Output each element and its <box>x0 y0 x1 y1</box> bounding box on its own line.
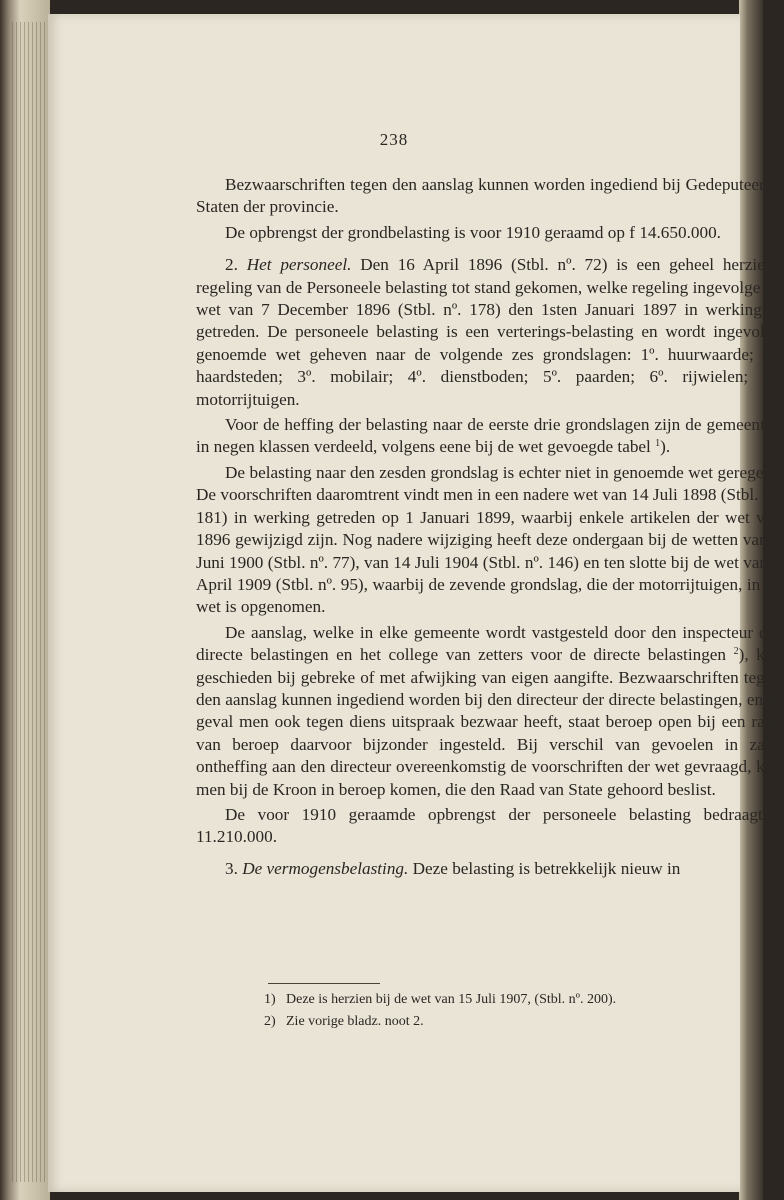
section-heading: De vermogensbelasting. <box>242 858 409 878</box>
footnote-divider <box>268 983 380 984</box>
footnote-ref: 2 <box>733 646 739 658</box>
footnote-text: Deze is herzien bij de wet van 15 Juli 1907, (Stbl. nº. 200). <box>286 992 617 1007</box>
paragraph-2 <box>196 222 781 244</box>
text-segment: De belasting naar den zesden grondslag is echter niet in genoemde wet geregeld. De voorschriften daaromtrent vindt men in een nadere wet van 14 Juli 1898 (Stbl. nº. 181) in werking getreden op 1 Januari 1899, waarbij enkele artikelen der wet van 1896 gewijzigd zijn. Nog nadere wijziging heeft deze ondergaan bij de wetten van 2 Juni 1900 (Stbl. nº. 77), van 14 Juli 1904 (Stbl. nº. 146) en ten slotte bij de wet van 3 April 1909 (Stbl. nº. 95), waarbij de zevende grondslag, die der motorrijtuigen, in de wet is opgenomen. <box>196 462 781 617</box>
text-segment: ), kan geschieden bij gebreke of met afwijking van eigen aangifte. Bezwaarschriften tegen den aanslag kunnen ingediend worden bij den directeur der directe belastingen, en in geval men ook tegen diens uitspraak bezwaar heeft, staat beroep open bij een raad van beroep daarvoor bijzonder ingesteld. Bij verschil van gevoelen in zake ontheffing aan den directeur overeenkomstig de voorschriften der wet gevraagd, kan men bij de Kroon in beroep komen, die den Raad van State gehoord beslist. <box>196 645 782 799</box>
page-edges <box>12 22 46 1182</box>
footnote-ref: 1 <box>655 438 661 450</box>
text-segment: De voor 1910 geraamde opbrengst der personeele belasting bedraagt f 11.210.000. <box>196 804 781 847</box>
paragraph-5 <box>196 462 781 619</box>
paragraph-7 <box>196 804 781 849</box>
footnote-text: Zie vorige bladz. noot 2. <box>286 1014 424 1029</box>
text-segment: Voor de heffing der belasting naar de eerste drie grondslagen zijn de gemeenten in negen klassen verdeeld, volgens eene bij de wet gevoegde tabel <box>196 415 781 457</box>
paragraph-6 <box>196 622 781 801</box>
text-segment: Deze belasting is betrekkelijk nieuw in <box>408 858 681 878</box>
footnotes <box>264 989 784 1033</box>
paragraph-1 <box>196 174 781 219</box>
footnote-1 <box>264 989 784 1011</box>
book-spine <box>0 0 50 1200</box>
section-heading: Het personeel. <box>246 255 352 275</box>
paragraph-8 <box>196 858 781 880</box>
section-number: 2. <box>225 255 247 275</box>
book-page <box>48 14 782 1192</box>
section-number: 3. <box>225 858 243 878</box>
text-segment: De opbrengst der grondbelasting is voor 1910 geraamd op f 14.650.000. <box>225 222 721 242</box>
text-segment: Bezwaarschriften tegen den aanslag kunnen worden ingediend bij Gedeputeerde Staten der provincie. <box>196 175 781 217</box>
paragraph-4 <box>196 414 781 459</box>
footnote-2 <box>264 1011 784 1033</box>
footnote-mark: 2) <box>264 1014 276 1029</box>
paragraph-3 <box>196 254 781 411</box>
text-segment: ). <box>660 437 671 457</box>
text-segment: De aanslag, welke in elke gemeente wordt vastgesteld door den inspecteur der directe belastingen en het college van zetters voor de directe belastingen <box>196 622 781 665</box>
page-number: 238 <box>379 130 409 149</box>
text-segment: Den 16 April 1896 (Stbl. nº. 72) is een geheel herziene regeling van de Personeele belasting tot stand gekomen, welke regeling ingevolge de wet van 7 December 1896 (Stbl. nº. 178) den 1sten Januari 1897 in werking is getreden. De personeele belasting is een verterings-belasting en wordt ingevolge genoemde wet geheven naar de volgende zes grondslagen: 1º. huurwaarde; 2º. haardsteden; 3º. mobilair; 4º. dienstboden; 5º. paarden; 6º. rijwielen; 7º. motorrijtuigen. <box>196 255 782 409</box>
footnote-mark: 1) <box>264 992 276 1007</box>
body-text <box>196 174 781 883</box>
